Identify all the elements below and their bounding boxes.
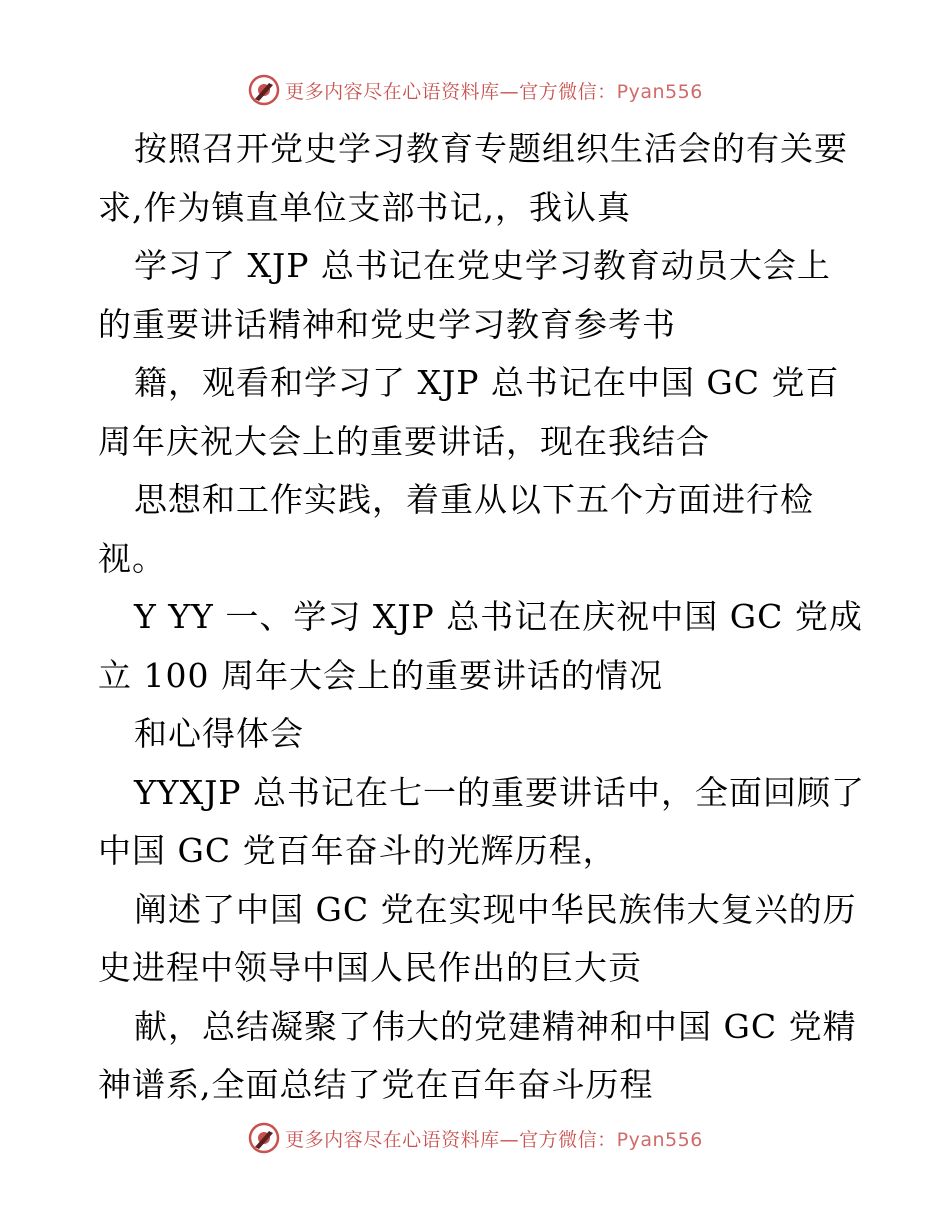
text-line: 思想和工作实践，着重从以下五个方面进行检 (134, 480, 814, 519)
brand-logo-icon (247, 73, 281, 107)
text-line: 的重要讲话精神和党史学习教育参考书 (98, 304, 676, 344)
section-heading-cont: 立 100 周年大会上的重要讲话的情况 (98, 655, 663, 695)
text-line: 求,作为镇直单位支部书记,，我认真 (98, 187, 631, 227)
watermark-text: 更多内容尽在心语资料库—官方微信：Pyan556 (285, 1128, 703, 1151)
text-line: 学习了 XJP 总书记在党史学习教育动员大会上 (134, 246, 831, 285)
document-body (98, 120, 878, 1115)
watermark-footer (0, 1118, 950, 1158)
text-line: 视。 (98, 538, 166, 578)
section-heading: Y YY 一、学习 XJP 总书记在庆祝中国 GC 党成 (134, 597, 863, 636)
text-line: 按照召开党史学习教育专题组织生活会的有关要 (134, 129, 848, 168)
text-line: YYXJP 总书记在七一的重要讲话中，全面回顾了 (134, 772, 865, 812)
text-line: 周年庆祝大会上的重要讲话，现在我结合 (98, 421, 710, 461)
brand-logo-icon (247, 1121, 281, 1155)
text-line: 籍，观看和学习了 XJP 总书记在中国 GC 党百 (134, 363, 840, 402)
text-line: 献，总结凝聚了伟大的党建精神和中国 GC 党精 (134, 1006, 857, 1046)
text-line: 史进程中领导中国人民作出的巨大贡 (98, 948, 642, 987)
watermark-handle: Pyan556 (616, 1128, 703, 1151)
watermark-handle: Pyan556 (616, 80, 703, 103)
watermark-text: 更多内容尽在心语资料库—官方微信：Pyan556 (285, 80, 703, 103)
section-heading-cont: 和心得体会 (134, 714, 304, 753)
watermark-header (0, 70, 950, 110)
text-line: 中国 GC 党百年奋斗的光辉历程， (98, 831, 617, 870)
text-line: 神谱系,全面总结了党在百年奋斗历程 (98, 1065, 654, 1104)
text-line: 阐述了中国 GC 党在实现中华民族伟大复兴的历 (134, 889, 857, 929)
